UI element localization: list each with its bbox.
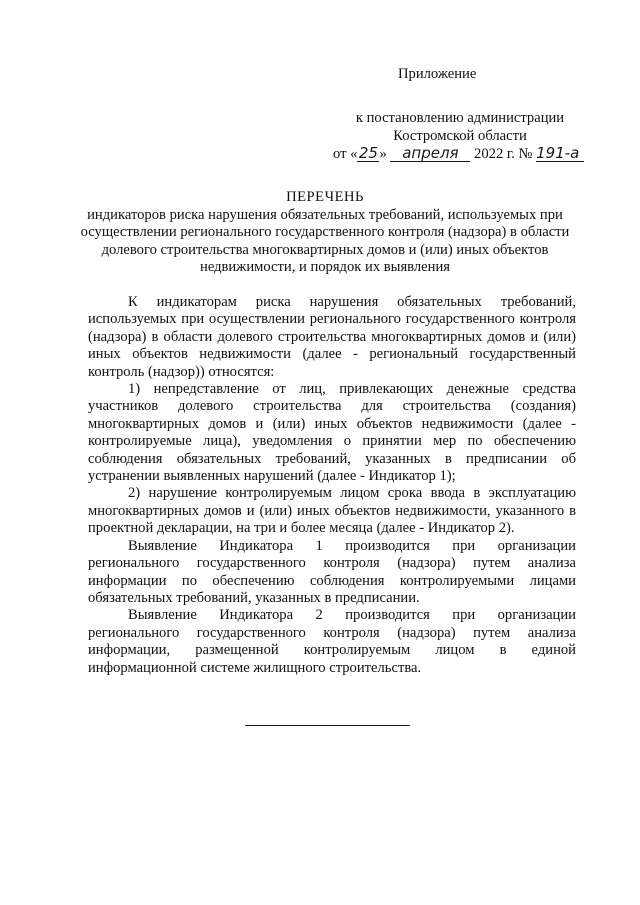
date-year: 2022 г. № xyxy=(474,146,533,162)
document-title: ПЕРЕЧЕНЬ xyxy=(286,189,364,205)
appendix-resolution-line: к постановлению администрации xyxy=(355,110,565,126)
paragraph-indicator-1: 1) непредставление от лиц, привлекающих денежные средства участников долевого строительства для строительства (создания) многоквартирных домов и (или) иных объектов недвижимости (далее - контролируемые лица), уведомления о принятии мер по обеспечению соблюдения обязательных требований, указанных в предписании об устранении выявленных нарушений (далее - Индикатор 1); xyxy=(88,381,576,485)
appendix-title: Приложение xyxy=(398,66,477,82)
document-subtitle: индикаторов риска нарушения обязательных требований, используемых при осуществлении регионального государственного контроля (надзора) в области долевого строительства многоквартирных домов и (или) иных объектов недвижимости, и порядок их выявления xyxy=(80,207,570,276)
date-month-handwritten: апреля xyxy=(402,144,459,162)
paragraph-detection-1: Выявление Индикатора 1 производится при организации регионального государственного контроля (надзора) путем анализа информации по обеспечению соблюдения контролируемыми лицами обязательных требований, указанных в предписании. xyxy=(88,537,576,606)
closing-divider xyxy=(245,725,410,726)
appendix-region-line: Костромской области xyxy=(393,128,527,144)
date-quote-close: » xyxy=(379,146,387,162)
paragraph-indicator-2: 2) нарушение контролируемым лицом срока ввода в эксплуатацию многоквартирных домов и (или) иных объектов недвижимости, указанного в проектной декларации, на три и более месяца (далее - Индикатор 2). xyxy=(88,485,576,537)
paragraph-intro: К индикаторам риска нарушения обязательных требований, используемых при осуществлении регионального государственного контроля (надзора) в области долевого строительства многоквартирных домов и (или) иных объектов недвижимости (далее - региональный государственный контроль (надзор)) относятся: xyxy=(88,294,576,380)
appendix-date-line xyxy=(333,146,584,163)
date-prefix: от « xyxy=(333,146,358,162)
paragraph-detection-2: Выявление Индикатора 2 производится при организации регионального государственного контроля (надзора) путем анализа информации, размещенной контролируемым лицом в единой информационной системе жилищного строительства. xyxy=(88,607,576,676)
document-body xyxy=(88,294,576,677)
date-day-handwritten: 25 xyxy=(358,144,378,162)
document-number-handwritten: 191-а xyxy=(536,144,580,162)
